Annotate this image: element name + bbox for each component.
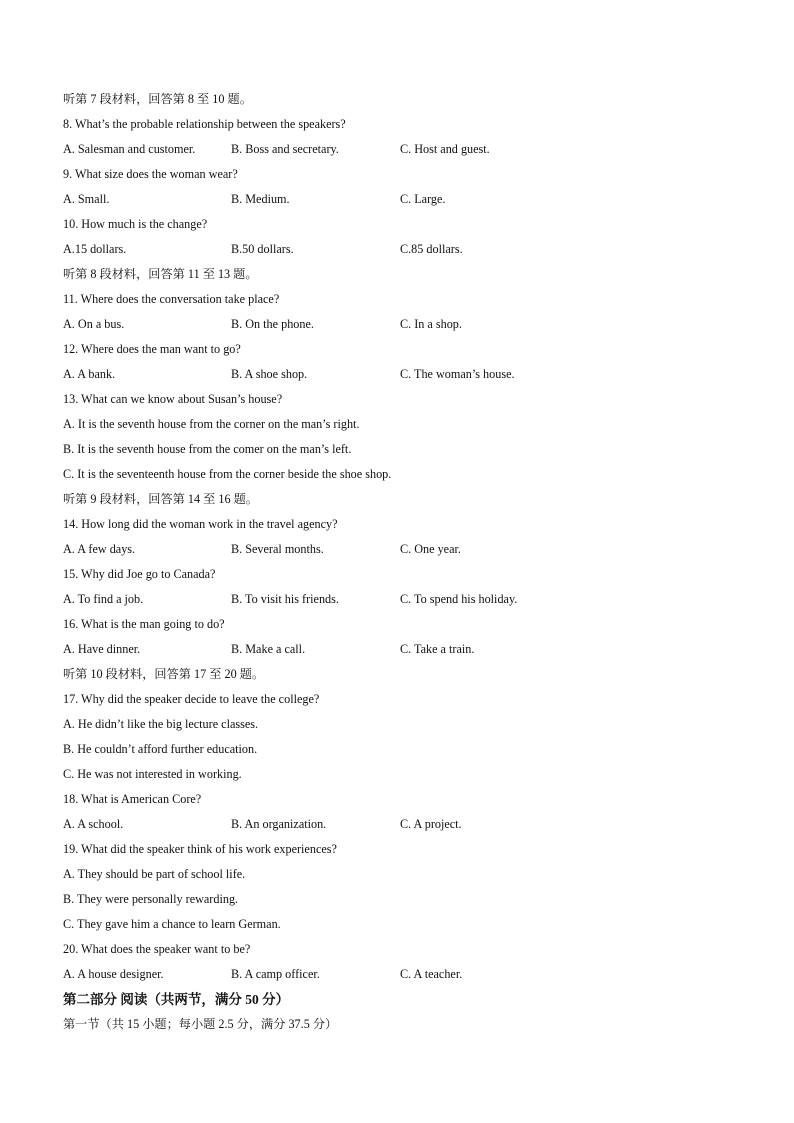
answer-option: A. He didn’t like the big lecture classes. (63, 717, 259, 731)
option-b: B. Several months. (231, 542, 324, 556)
options-row (0, 642, 794, 657)
option-b: B. A camp officer. (231, 967, 320, 981)
option-c: C. To spend his holiday. (400, 592, 518, 606)
options-row (0, 242, 794, 257)
answer-option: C. It is the seventeenth house from the corner beside the shoe shop. (63, 467, 392, 481)
section-instruction: 听第 7 段材料，回答第 8 至 10 题。 (63, 92, 252, 106)
options-row (0, 192, 794, 207)
options-row (0, 592, 794, 607)
option-a: A. A few days. (63, 542, 136, 556)
subsection-heading: 第一节（共 15 小题；每小题 2.5 分，满分 37.5 分） (63, 1017, 338, 1031)
option-c: C. Large. (400, 192, 446, 206)
option-a: A. A bank. (63, 367, 116, 381)
option-b: B. An organization. (231, 817, 327, 831)
option-a: A. Have dinner. (63, 642, 141, 656)
option-b: B. Medium. (231, 192, 290, 206)
option-b: B. A shoe shop. (231, 367, 308, 381)
option-a: A. Salesman and customer. (63, 142, 196, 156)
option-a: A. On a bus. (63, 317, 125, 331)
option-b: B. Boss and secretary. (231, 142, 339, 156)
question-stem: 18. What is American Core? (63, 792, 202, 806)
option-b: B. Make a call. (231, 642, 306, 656)
question-stem: 10. How much is the change? (63, 217, 208, 231)
answer-option: C. They gave him a chance to learn German. (63, 917, 281, 931)
option-c: C. In a shop. (400, 317, 462, 331)
question-stem: 8. What’s the probable relationship between the speakers? (63, 117, 346, 131)
question-stem: 9. What size does the woman wear? (63, 167, 238, 181)
option-c: C. Host and guest. (400, 142, 490, 156)
option-a: A. Small. (63, 192, 110, 206)
option-a: A. A house designer. (63, 967, 164, 981)
question-stem: 11. Where does the conversation take place? (63, 292, 280, 306)
question-stem: 17. Why did the speaker decide to leave the college? (63, 692, 320, 706)
option-c: C.85 dollars. (400, 242, 463, 256)
section-instruction: 听第 10 段材料，回答第 17 至 20 题。 (63, 667, 265, 681)
question-stem: 15. Why did Joe go to Canada? (63, 567, 216, 581)
answer-option: C. He was not interested in working. (63, 767, 242, 781)
question-stem: 20. What does the speaker want to be? (63, 942, 251, 956)
option-b: B. To visit his friends. (231, 592, 339, 606)
options-row (0, 367, 794, 382)
question-stem: 12. Where does the man want to go? (63, 342, 241, 356)
option-a: A. To find a job. (63, 592, 144, 606)
options-row (0, 542, 794, 557)
answer-option: B. It is the seventh house from the comer on the man’s left. (63, 442, 352, 456)
option-c: C. A teacher. (400, 967, 463, 981)
options-row (0, 967, 794, 982)
options-row (0, 317, 794, 332)
options-row (0, 817, 794, 832)
option-c: C. The woman’s house. (400, 367, 515, 381)
part-heading: 第二部分 阅读（共两节，满分 50 分） (63, 992, 290, 1007)
question-stem: 19. What did the speaker think of his work experiences? (63, 842, 337, 856)
question-stem: 16. What is the man going to do? (63, 617, 225, 631)
answer-option: B. They were personally rewarding. (63, 892, 239, 906)
answer-option: A. They should be part of school life. (63, 867, 246, 881)
question-stem: 14. How long did the woman work in the travel agency? (63, 517, 338, 531)
option-c: C. Take a train. (400, 642, 475, 656)
answer-option: A. It is the seventh house from the corner on the man’s right. (63, 417, 360, 431)
option-c: C. A project. (400, 817, 462, 831)
answer-option: B. He couldn’t afford further education. (63, 742, 258, 756)
option-b: B.50 dollars. (231, 242, 294, 256)
option-c: C. One year. (400, 542, 461, 556)
options-row (0, 142, 794, 157)
option-a: A. A school. (63, 817, 124, 831)
section-instruction: 听第 9 段材料，回答第 14 至 16 题。 (63, 492, 258, 506)
section-instruction: 听第 8 段材料，回答第 11 至 13 题。 (63, 267, 258, 281)
question-stem: 13. What can we know about Susan’s house? (63, 392, 283, 406)
option-a: A.15 dollars. (63, 242, 127, 256)
option-b: B. On the phone. (231, 317, 314, 331)
